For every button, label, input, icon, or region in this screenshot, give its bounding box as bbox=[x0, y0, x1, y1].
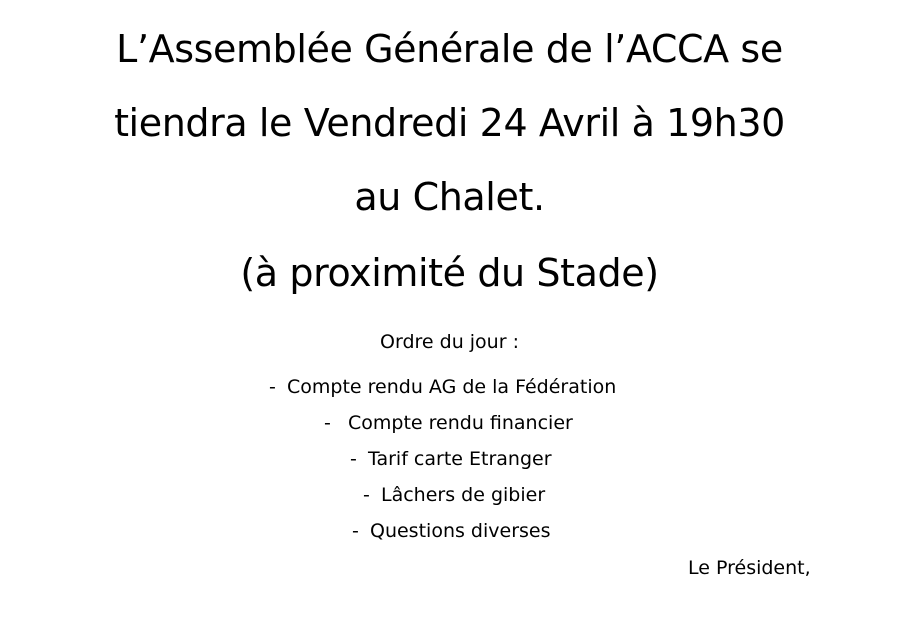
agenda-bullet: - bbox=[269, 376, 276, 398]
agenda-item bbox=[363, 483, 545, 507]
headline-line-2: tiendra le Vendredi 24 Avril à 19h30 bbox=[114, 101, 785, 145]
agenda-item-label: Questions diverses bbox=[370, 520, 551, 542]
agenda-item bbox=[350, 447, 552, 471]
headline-line-1: L’Assemblée Générale de l’ACCA se bbox=[116, 27, 783, 71]
headline-line-4: (à proximité du Stade) bbox=[240, 251, 659, 295]
agenda-item bbox=[324, 411, 573, 435]
headline-line-3: au Chalet. bbox=[354, 175, 545, 219]
agenda-item-label: Compte rendu AG de la Fédération bbox=[287, 376, 617, 398]
signature: Le Président, bbox=[688, 557, 811, 579]
agenda-bullet: - bbox=[363, 484, 370, 506]
agenda-item bbox=[269, 375, 616, 399]
agenda-bullet: - bbox=[352, 520, 359, 542]
agenda-bullet: - bbox=[350, 448, 357, 470]
agenda-item bbox=[352, 519, 551, 543]
agenda-title: Ordre du jour : bbox=[380, 331, 519, 353]
agenda-bullet: - bbox=[324, 412, 331, 434]
agenda-item-label: Compte rendu financier bbox=[348, 412, 573, 434]
agenda-item-label: Lâchers de gibier bbox=[381, 484, 546, 506]
agenda-item-label: Tarif carte Etranger bbox=[368, 448, 552, 470]
